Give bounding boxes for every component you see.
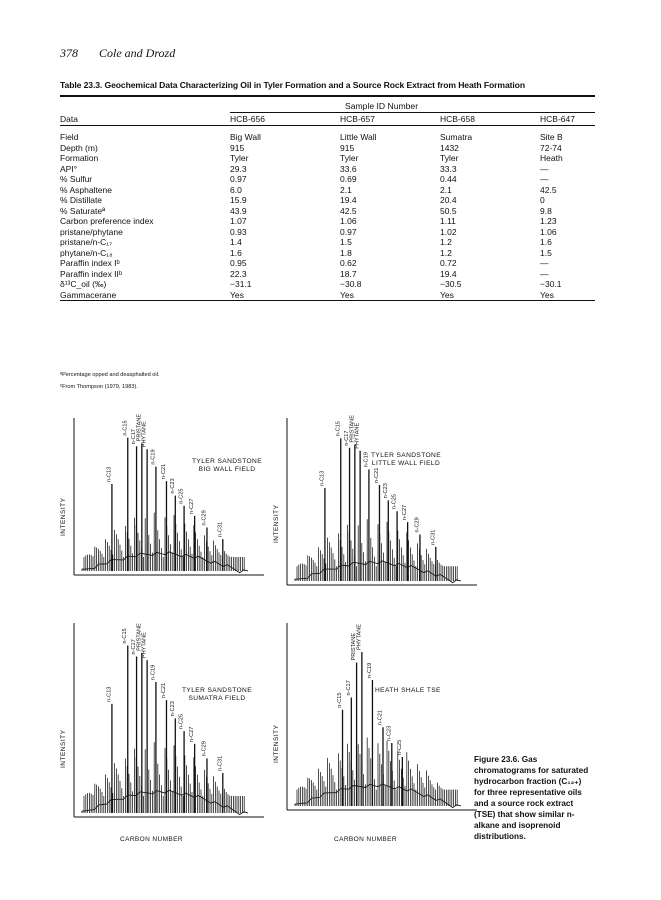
cell-value: 0.97	[340, 226, 357, 237]
row-label: Formation	[60, 153, 99, 163]
y-axis-label: INTENSITY	[273, 504, 280, 544]
cell-value: 9.8	[540, 205, 552, 216]
cell-value: Big Wall	[230, 132, 261, 142]
geochemical-table	[60, 101, 595, 301]
cell-value: 19.4	[340, 195, 357, 205]
row-label: Paraffin index Iᵇ	[60, 258, 120, 268]
peak-label: n-C31	[217, 521, 224, 538]
cell-value: −30.5	[440, 279, 462, 289]
peak-label: n-C15	[122, 420, 129, 436]
cell-value: Tyler	[230, 153, 249, 163]
table-row	[60, 132, 595, 143]
chromatogram-svg	[285, 410, 481, 595]
cell-value: 50.5	[440, 205, 457, 216]
panel-title-line1: TYLER SANDSTONE	[371, 452, 441, 459]
row-label: Data	[60, 113, 230, 126]
cell-value: 22.3	[230, 268, 247, 279]
cell-value: 1.11	[440, 216, 456, 226]
column-header-row	[60, 113, 595, 126]
panel-title-line1: HEATH SHALE TSE	[375, 687, 441, 694]
panel-title-line2: LITTLE WALL FIELD	[371, 460, 441, 467]
cell-value: 29.3	[230, 163, 247, 174]
table-row	[60, 290, 595, 301]
table-row	[60, 279, 595, 290]
peak-label: n-C19	[363, 452, 370, 468]
chromatogram-panel	[273, 615, 481, 820]
cell-value: Tyler	[440, 153, 459, 163]
y-axis-label: INTENSITY	[60, 497, 67, 536]
row-label: Carbon preference index	[60, 216, 154, 226]
peak-label: PRISTANE	[351, 632, 358, 661]
cell-value: 6.0	[230, 184, 242, 195]
cell-value: 42.5	[340, 205, 357, 216]
cell-value: 0.95	[230, 258, 247, 268]
row-label: API°	[60, 163, 78, 174]
cell-value: 0.93	[230, 226, 247, 237]
x-axis-label: CARBON NUMBER	[334, 836, 397, 843]
row-label: δ¹³C_oil (‰)	[60, 279, 107, 289]
cell-value: Yes	[540, 290, 595, 301]
peak-label: n-C21	[160, 463, 167, 480]
peak-label: n-C31	[217, 755, 224, 771]
figure-caption: Figure 23.6. Gas chromatograms for saturated hydrocarbon fraction (C₁₂₊) for three representative oils and a source rock extract (TSE) that show similar n-alkane and isoprenoid distributions.	[474, 755, 589, 841]
peak-label: n-C21	[160, 682, 167, 699]
cell-value: 1.07	[230, 216, 247, 226]
peak-label: PRISTANE	[136, 413, 143, 442]
table-top-rule	[60, 95, 595, 97]
peak-label: n-C15	[122, 628, 129, 644]
cell-value: 42.5	[540, 184, 557, 195]
cell-value: 1432	[440, 142, 459, 153]
cell-value: —	[540, 163, 549, 174]
chromatogram-panel	[60, 615, 268, 827]
table-row	[60, 153, 595, 164]
row-label: phytane/n-C₁₈	[60, 247, 113, 258]
peak-label: PHYTANE	[356, 623, 363, 650]
peak-label: n-C29	[201, 741, 208, 757]
cell-value: Sumatra	[440, 132, 473, 142]
row-label: pristane/phytane	[60, 226, 123, 237]
cell-value: HCB-657	[340, 113, 440, 126]
panel-title	[192, 458, 262, 474]
cell-value: 1.5	[340, 237, 352, 247]
panel-title-line1: TYLER SANDSTONE	[192, 458, 262, 465]
row-label: Depth (m)	[60, 142, 98, 153]
table-row	[60, 227, 595, 238]
cell-value: Yes	[340, 290, 440, 301]
cell-value: 1.2	[440, 237, 452, 247]
table-row	[60, 143, 595, 154]
cell-value: 0.69	[340, 174, 357, 184]
chromatogram-svg	[285, 615, 481, 820]
panel-title	[182, 687, 252, 703]
peak-label: n-C19	[366, 662, 373, 678]
cell-value: Heath	[540, 153, 563, 163]
peak-label: n-C27	[189, 498, 196, 514]
cell-value: 0.72	[440, 258, 457, 268]
row-label: Field	[60, 132, 79, 142]
row-label: Paraffin index IIᵇ	[60, 268, 123, 279]
cell-value: −30.1	[540, 279, 562, 289]
panel-title-line1: TYLER SANDSTONE	[182, 687, 252, 694]
cell-value: HCB-647	[540, 113, 595, 126]
peak-label: n-C23	[382, 483, 389, 499]
cell-value: 1.4	[230, 237, 242, 247]
peak-label: n-C19	[150, 449, 157, 465]
panel-title	[371, 452, 441, 468]
peak-label: n-C31	[430, 529, 437, 545]
peak-label: n-C27	[189, 726, 196, 742]
table-row	[60, 195, 595, 206]
cell-value: Little Wall	[340, 132, 377, 142]
table-caption: Table 23.3. Geochemical Data Characterizing Oil in Tyler Formation and a Source Rock Extract from Heath Formation	[60, 80, 525, 90]
table-row	[60, 185, 595, 196]
table-row	[60, 237, 595, 248]
cell-value: —	[540, 258, 549, 268]
peak-label: n-C29	[201, 510, 208, 526]
cell-value: 1.02	[440, 226, 457, 237]
peak-label: n-C23	[169, 701, 176, 717]
peak-label: n-C13	[106, 466, 113, 482]
row-label: Gammacerane	[60, 290, 230, 301]
cell-value: 1.23	[540, 216, 557, 226]
peak-label: n-C13	[106, 686, 113, 702]
footnote-b: ᵇFrom Thompson (1979, 1983).	[60, 384, 138, 390]
table-row	[60, 269, 595, 280]
group-header: Sample ID Number	[345, 101, 419, 111]
cell-value: 18.7	[340, 268, 357, 279]
peak-label: n-C25	[178, 488, 185, 504]
cell-value: 0.97	[230, 174, 247, 184]
peak-label: n-C25	[396, 739, 403, 755]
footnote-a: ªPercentage opped and deasphalted oil.	[60, 372, 160, 378]
cell-value: —	[540, 268, 549, 279]
cell-value: 19.4	[440, 268, 457, 279]
row-label: % Distillate	[60, 195, 103, 205]
cell-value: HCB-658	[440, 113, 540, 126]
row-label: % Sulfur	[60, 174, 93, 184]
peak-label: n-C29	[414, 517, 421, 533]
chromatogram-panel	[60, 410, 268, 585]
row-label: pristane/n-C₁₇	[60, 237, 113, 247]
peak-label: n-C17	[131, 429, 138, 445]
peak-label: n-C19	[150, 664, 157, 680]
cell-value: 1.5	[540, 247, 552, 258]
chromatogram-svg	[72, 410, 268, 585]
peak-label: n-C17	[131, 639, 138, 655]
cell-value: 33.3	[440, 163, 457, 174]
author-names: Cole and Drozd	[99, 46, 176, 60]
cell-value: 33.6	[340, 163, 357, 174]
peak-label: n-C13	[319, 470, 326, 486]
cell-value: Yes	[230, 290, 340, 301]
peak-label: n-C23	[386, 725, 393, 741]
chromatogram-svg	[72, 615, 268, 827]
cell-value: Site B	[540, 132, 563, 142]
peak-label: n-C27	[402, 504, 409, 521]
chromatogram-panel	[273, 410, 481, 595]
running-header	[60, 46, 175, 61]
cell-value: −31.1	[230, 279, 252, 289]
cell-value: Yes	[440, 290, 540, 301]
table-row	[60, 258, 595, 269]
cell-value: 1.6	[230, 247, 242, 258]
peak-label: n-C17	[345, 680, 352, 696]
cell-value: 0.44	[440, 174, 457, 184]
cell-value: 0	[540, 195, 545, 205]
cell-value: 72-74	[540, 142, 562, 153]
page-number: 378	[60, 46, 78, 60]
cell-value: 2.1	[440, 184, 452, 195]
cell-value: 1.06	[540, 226, 557, 237]
y-axis-label: INTENSITY	[60, 729, 67, 768]
table-row	[60, 164, 595, 175]
cell-value: HCB-656	[230, 113, 340, 126]
panel-title-line2: SUMATRA FIELD	[188, 695, 246, 702]
cell-value: 1.06	[340, 216, 357, 226]
cell-value: 20.4	[440, 195, 457, 205]
peak-label: PRISTANE	[136, 623, 143, 651]
table-row	[60, 206, 595, 217]
peak-label: n-C25	[178, 713, 185, 730]
table-row	[60, 216, 595, 227]
peak-label: n-C15	[337, 692, 344, 708]
cell-value: —	[540, 174, 549, 184]
cell-value: 2.1	[340, 184, 352, 195]
cell-value: −30.8	[340, 279, 362, 289]
panel-title-line2: BIG WALL FIELD	[198, 466, 256, 473]
cell-value: 0.62	[340, 258, 357, 268]
table-row	[60, 174, 595, 185]
cell-value: 915	[230, 142, 245, 153]
peak-label: n-C21	[377, 710, 384, 726]
row-label: % Asphaltene	[60, 184, 112, 195]
peak-label: PRISTANE	[349, 415, 356, 443]
x-axis-label: CARBON NUMBER	[120, 836, 183, 843]
cell-value: Tyler	[340, 153, 359, 163]
panel-title	[375, 687, 441, 695]
row-label: % Saturateª	[60, 205, 106, 216]
peak-label: n-C21	[373, 467, 380, 483]
peak-label: PHYTANE	[141, 421, 148, 448]
peak-label: n-C17	[344, 430, 351, 446]
cell-value: 1.6	[540, 237, 552, 247]
peak-label: n-C25	[391, 494, 398, 510]
cell-value: 43.9	[230, 205, 247, 216]
cell-value: 915	[340, 142, 355, 153]
peak-label: PHYTANE	[141, 632, 148, 659]
cell-value: 1.8	[340, 247, 352, 258]
table-row	[60, 248, 595, 259]
peak-label: n-C15	[335, 421, 342, 437]
y-axis-label: INTENSITY	[273, 724, 280, 763]
cell-value: 1.2	[440, 247, 452, 258]
peak-label: PHYTANE	[354, 422, 361, 449]
cell-value: 15.9	[230, 195, 247, 205]
peak-label: n-C23	[169, 478, 176, 494]
